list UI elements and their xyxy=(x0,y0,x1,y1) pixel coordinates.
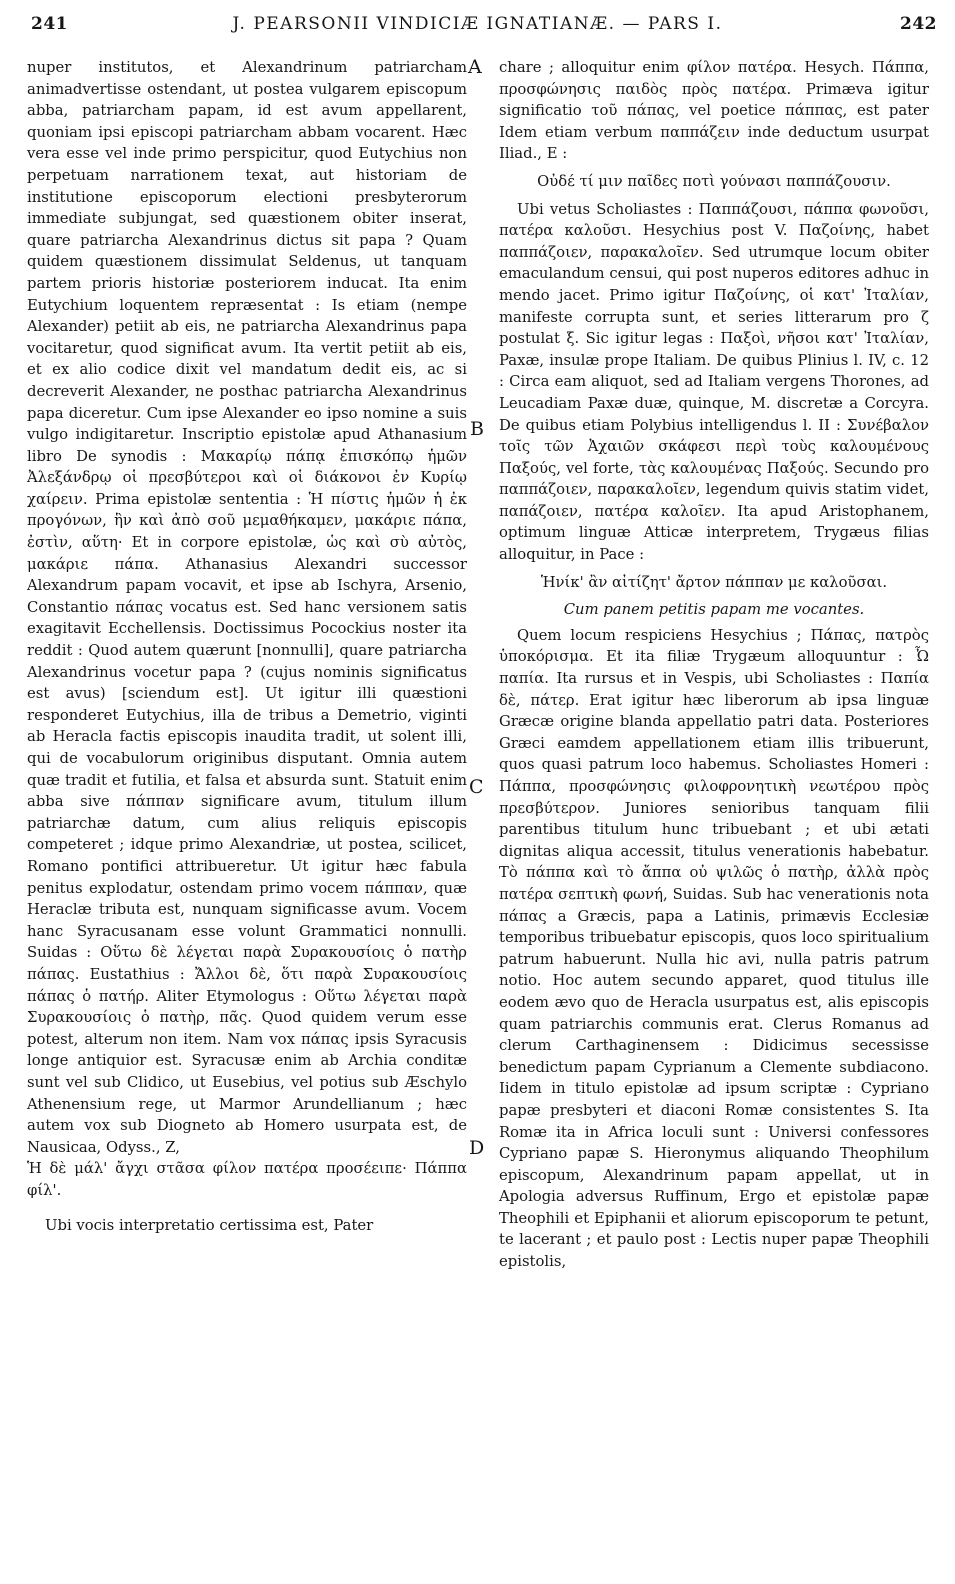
left-column xyxy=(27,57,467,1237)
right-verse-translation: Cum panem petitis papam me vocantes. xyxy=(563,601,865,619)
left-paragraph-final: Ubi vocis interpretatio certissima est, Pater xyxy=(45,1217,374,1235)
running-header xyxy=(0,14,955,48)
right-verse-iliad: Οὐδέ τί μιν παῖδες ποτὶ γούνασι παππάζουσιν. xyxy=(537,172,891,190)
page-number-right: 242 xyxy=(900,14,937,34)
margin-letter-a: A xyxy=(468,56,482,78)
right-paragraph-2: Ubi vetus Scholiastes : Παππάζουσι, πάππα φωνοῦσι, πατέρα καλοῦσι. Hesychius post V. Παζοίνης, habet παππάζοιεν, παρακαλοῖεν. Sed utrumque locum obiter emaculandum censui, qui post nuperos editores adhuc in mendo jacet. Primo igitur Παζοίνης, οἱ κατ' Ἰταλίαν, manifeste corrupta sunt, et series litterarum pro ζ postulat ξ. Sic igitur legas : Παξοὶ, νῆσοι κατ' Ἰταλίαν, Paxæ, insulæ prope Italiam. De quibus Plinius l. IV, c. 12 : Circa eam aliquot, sed ad Italiam vergens Thorones, ad Leucadiam Paxæ duæ, quinque, M. discretæ a Corcyra. De quibus etiam Polybius intelligendus l. II : Συνέβαλον τοῖς τῶν Ἀχαιῶν σκάφεσι περὶ τοὺς καλουμένους Παξούς, vel forte, τὰς καλουμένας Παξούς. Secundo pro παππάζοιεν, παρακαλοῖεν, legendum quivis statim videt, παπάζοιεν, πατέρα καλοῖεν. Ita apud Aristophanem, optimum linguæ Atticæ interpretem, Trygæus filias alloquitur, in Pace : xyxy=(499,200,929,564)
left-verse-quote: Ἡ δὲ μάλ' ἄγχι στᾶσα φίλον πατέρα προσέειπε· Πάππα φίλ'. xyxy=(27,1160,467,1199)
margin-letter-b: B xyxy=(470,418,484,440)
running-title: J. PEARSONII VINDICIÆ IGNATIANÆ. — PARS I. xyxy=(232,14,723,34)
left-paragraph-main: nuper institutos, et Alexandrinum patriarcham animadvertisse ostendant, ut postea vulgarem episcopum abba, patriarcham papam, id est avum appellarent, quoniam ipsi episcopi patriarcham abbam vocarent. Hæc vera esse vel inde primo perspicitur, quod Eutychius non perpetuam narrationem texat, aut historiam de institutione episcoporum electioni presbyterorum immediate subjungat, sed quæstionem obiter inserat, quare patriarcha Alexandrinus dictus sit papa ? Quam quidem quæstionem dissimulat Seldenus, ut tanquam partem prioris historiæ posteriorem inducat. Ita enim Eutychium loquentem repræsentat : Is etiam (nempe Alexander) petiit ab eis, ne patriarcha Alexandrinus papa vocitaretur, quod significat avum. Ita vertit petiit ab eis, et ex alio codice dixit vel mandatum dedit eis, ac si decreverit Alexander, ne posthac patriarcha Alexandrinus papa diceretur. Cum ipse Alexander eo ipso nomine a suis vulgo indigitaretur. Inscriptio epistolæ apud Athanasium libro De synodis : Μακαρίῳ πάπᾳ ἐπισκόπῳ ἡμῶν Ἀλεξάνδρῳ οἱ πρεσβύτεροι καὶ οἱ διάκονοι ἐν Κυρίῳ χαίρειν. Prima epistolæ sententia : Ἡ πίστις ἡμῶν ἡ ἐκ προγόνων, ἣν καὶ ἀπὸ σοῦ μεμαθήκαμεν, μακάριε πάπα, ἐστὶν, αὕτη· Et in corpore epistolæ, ὡς καὶ σὺ αὐτὸς, μακάριε πάπα. Athanasius Alexandri successor Alexandrum papam vocavit, et ipse ab Ischyra, Arsenio, Constantio πάπας vocatus est. Sed hanc versionem satis exagitavit Ecchellensis. Doctissimus Pocockius noster ita reddit : Quod autem quærunt [nonnulli], quare patriarcha Alexandrinus vocetur papa ? (cujus nominis significatus est avus) [sciendum est]. Ut igitur illi quæstioni responderet Eutychius, illa de tribus a Demetrio, viginti ab Heracla factis episcopis inaudita tradit, ut solent illi, qui de vocabulorum originibus disputant. Omnia autem quæ tradit et futilia, et falsa et absurda sunt. Statuit enim abba sive πάππαν significare avum, titulum illum patriarchæ datum, cum alius reliquis episcopis competeret ; idque primo Alexandriæ, ut postea, scilicet, Romano pontifici attribueretur. Ut igitur hæc fabula penitus explodatur, ostendam primo vocem πάππαν, quæ Heraclæ tributa est, nunquam significasse avum. Vocem hanc Syracusanam esse volunt Grammatici nonnulli. Suidas : Οὕτω δὲ λέγεται παρὰ Συρακουσίοις ὁ πατὴρ πάπας. Eustathius : Ἄλλοι δὲ, ὅτι παρὰ Συρακουσίοις πάπας ὁ πατήρ. Aliter Etymologus : Οὕτω λέγεται παρὰ Συρακουσίοις ὁ πατὴρ, πᾶς. Quod quidem verum esse potest, alterum non item. Nam vox πάπας ipsis Syracusis longe antiquior est. Syracusæ enim ab Archia conditæ sunt vel sub Clidico, ut Eusebius, vel potius sub Æschylo Athenensium rege, ut Marmor Arundellianum ; hæc autem vox sub Diogneto ab Homero usurpata est, de Nausicaa, Odyss., Z, xyxy=(27,59,467,1156)
page-number-left: 241 xyxy=(31,14,68,34)
right-verse-aristophanes: Ἡνίκ' ἂν αἰτίζητ' ἄρτον πάππαν με καλοῦσαι. xyxy=(540,573,888,591)
margin-letter-d: D xyxy=(469,1137,485,1159)
margin-letter-c: C xyxy=(469,776,484,798)
right-paragraph-1: chare ; alloquitur enim φίλον πατέρα. Hesych. Πάππα, προσφώνησις παιδὸς πρὸς πατέρα. Primæva igitur significatio τοῦ πάπας, vel poetice πάππας, est pater Idem etiam verbum παππάζειν inde deductum usurpat Iliad., E : xyxy=(499,59,929,163)
right-column xyxy=(499,57,929,1273)
right-paragraph-3: Quem locum respiciens Hesychius ; Πάπας, πατρὸς ὑποκόρισμα. Et ita filiæ Trygæum alloquuntur : Ὦ παπία. Ita rursus et in Vespis, ubi Scholiastes : Παπία δὲ, πάτερ. Erat igitur hæc liberorum ab ipsa linguæ Græcæ origine blanda appellatio patri data. Posteriores Græci eamdem appellationem etiam illis tribuerunt, quos quasi patrum loco habemus. Scholiastes Homeri : Πάππα, προσφώνησις φιλοφρονητικὴ νεωτέρου πρὸς πρεσβύτερον. Juniores senioribus tanquam filii parentibus titulum hunc tribuebant ; et ubi ætati dignitas aliqua accessit, titulus venerationis habebatur. Τὸ πάππα καὶ τὸ ἄππα οὐ ψιλῶς ὁ πατὴρ, ἀλλὰ πρὸς πατέρα σεπτικὴ φωνή, Suidas. Sub hac venerationis nota πάπας a Græcis, papa a Latinis, primævis Ecclesiæ temporibus tribuebatur episcopis, quos loco spiritualium patrum habuerunt. Nulla hic avi, nulla patris patrum notio. Hoc autem secundo apparet, quod titulus ille eodem ævo quo de Heracla usurpatus est, alis episcopis quam patriarchis communis erat. Clerus Romanus ad clerum Carthaginensem : Didicimus secessisse benedictum papam Cyprianum a Clemente subdiacono. Iidem in titulo epistolæ ad ipsum scriptæ : Cypriano papæ presbyteri et diaconi Romæ consistentes S. Ita Romæ ita in Africa loculi sunt : Universi confessores Cypriano papæ S. Hieronymus aliquando Theophilum episcopum, Alexandrinum papam appellat, ut in Apologia adversus Ruffinum, Ergo et epistolæ papæ Theophili et Epiphanii et aliorum episcoporum te petunt, te lacerant ; et paulo post : Lectis nuper papæ Theophili epistolis, xyxy=(499,626,929,1271)
